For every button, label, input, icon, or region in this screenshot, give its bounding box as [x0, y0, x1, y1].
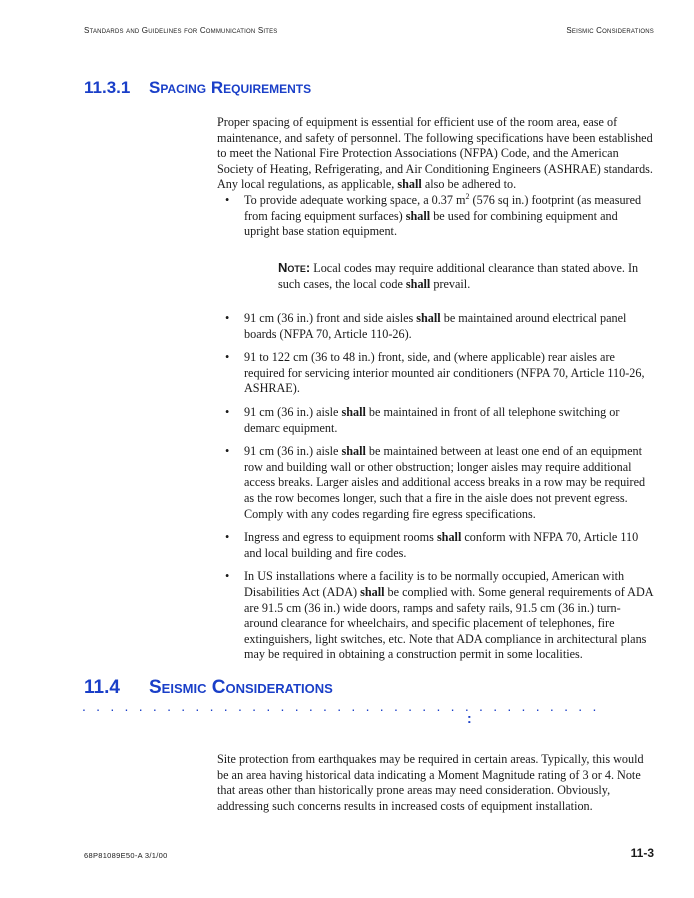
list-item	[217, 350, 653, 397]
bullet-text: To provide adequate working space, a 0.37 m	[244, 193, 466, 207]
seismic-paragraph: Site protection from earthquakes may be required in certain areas. Typically, this would be an area having historical data indicating a Moment Magnitude rating of 3 or 4. Note that areas other than historically prone areas may need consideration. Obviously, addressing such concerns results in increased costs of equipment installation.	[217, 752, 644, 813]
bullet-icon: •	[225, 404, 230, 419]
bullet-text: be complied with. Some general requirements of ADA are 91.5 cm (36 in.) wide doors, ramps and safety rails, 91.5 cm (36 in.) turn-around clearance for wheelchairs, and specific placement of telephones, fire extinguishers, light switches, etc. Note that ADA compliance in architectural plans may be required in obtaining a construction permit in some localities.	[244, 584, 653, 662]
bullet-shall: shall	[341, 444, 366, 459]
bullet-icon: •	[225, 569, 230, 584]
intro-shall: shall	[397, 177, 422, 192]
bullet-shall: shall	[360, 584, 385, 599]
list-item	[217, 405, 653, 436]
running-header-right: Seismic Considerations	[566, 26, 654, 35]
bullet-text: 91 cm (36 in.) front and side aisles	[244, 311, 417, 325]
bullet-icon: •	[225, 444, 230, 459]
list-item	[217, 193, 653, 240]
section-title: Spacing Requirements	[149, 78, 312, 97]
bullet-shall: shall	[341, 404, 366, 419]
note-text-b: prevail.	[430, 276, 471, 291]
intro-text-b: also be adhered to.	[421, 177, 517, 192]
note-label: Note:	[278, 260, 311, 275]
intro-text-a: Proper spacing of equipment is essential for efficient use of the room area, ease of maintenance, and safety of personnel. The following specifications have been established to meet the National Fire Protection Associations (NFPA) Code, and the American Society of Heating, Refrigerating, and Air Conditioning Engineers (ASHRAE) standards. Any local regulations, as applicable,	[217, 115, 653, 192]
section-number: 11.3.1	[84, 78, 131, 97]
note-text-a: Local codes may require additional clearance than stated above. In such cases, the local code	[278, 261, 639, 291]
bullet-shall: shall	[436, 530, 462, 545]
running-header-left: Standards and Guidelines for Communication Sites	[84, 26, 278, 35]
bullet-icon: •	[225, 350, 230, 365]
bullet-shall: shall	[416, 311, 441, 325]
bullet-text: 91 to 122 cm (36 to 48 in.) front, side, and (where applicable) rear aisles are required for servicing interior mounted air conditioners (NFPA 70, Article 110-26, ASHRAE).	[244, 350, 645, 396]
bullet-text: (576 sq in.) footprint (as measured from facing equipment surfaces)	[244, 193, 642, 223]
bullet-text: be used for combining equipment and upright base station equipment.	[244, 208, 618, 239]
page-number: 11-3	[630, 846, 654, 860]
bullet-shall: shall	[405, 208, 431, 223]
dotted-rule: . . . . . . . . . . . . . . . . . . . . . . . . . . . . . . . . . . . . .	[82, 698, 600, 714]
bullet-text: conform with NFPA 70, Article 110 and local building and fire codes.	[244, 530, 639, 560]
list-item	[217, 569, 653, 663]
bullet-text: 91 cm (36 in.) aisle	[244, 404, 342, 419]
list-item	[217, 444, 653, 522]
bullet-text: be maintained in front of all telephone switching or demarc equipment.	[244, 404, 620, 435]
bullet-icon: •	[225, 530, 230, 545]
document-id: 68P81089E50-A 3/1/00	[84, 851, 168, 860]
note-shall: shall	[405, 276, 431, 291]
aisle-bullet-list	[217, 311, 653, 671]
bullet-text: Ingress and egress to equipment rooms	[244, 530, 437, 545]
intro-paragraph	[217, 115, 653, 193]
bullet-text: 91 cm (36 in.) aisle	[244, 444, 342, 459]
note-block	[278, 260, 652, 292]
list-item	[217, 311, 653, 342]
section-number-seismic: 11.4	[84, 677, 120, 698]
bullet-text: be maintained between at least one end of an equipment row and building wall or other obstruction; longer aisles may require additional access breaks. Larger aisles and additional access breaks in a row may be required as the row becomes longer, such that a fire in the aisle does not prevent egress. Comply with any codes regarding fire egress specifications.	[244, 444, 646, 521]
section-title-seismic: Seismic Considerations	[149, 677, 333, 698]
superscript: 2	[465, 191, 470, 201]
footprint-bullet-list	[217, 193, 653, 248]
bullet-icon: •	[225, 311, 230, 325]
list-item	[217, 530, 653, 561]
bullet-text: In US installations where a facility is to be normally occupied, American with Disabilities Act (ADA)	[244, 569, 625, 599]
bullet-text: be maintained around electrical panel boards (NFPA 70, Article 110-26).	[244, 311, 627, 341]
dotted-rule-end: :	[467, 710, 472, 726]
bullet-icon: •	[225, 193, 230, 207]
